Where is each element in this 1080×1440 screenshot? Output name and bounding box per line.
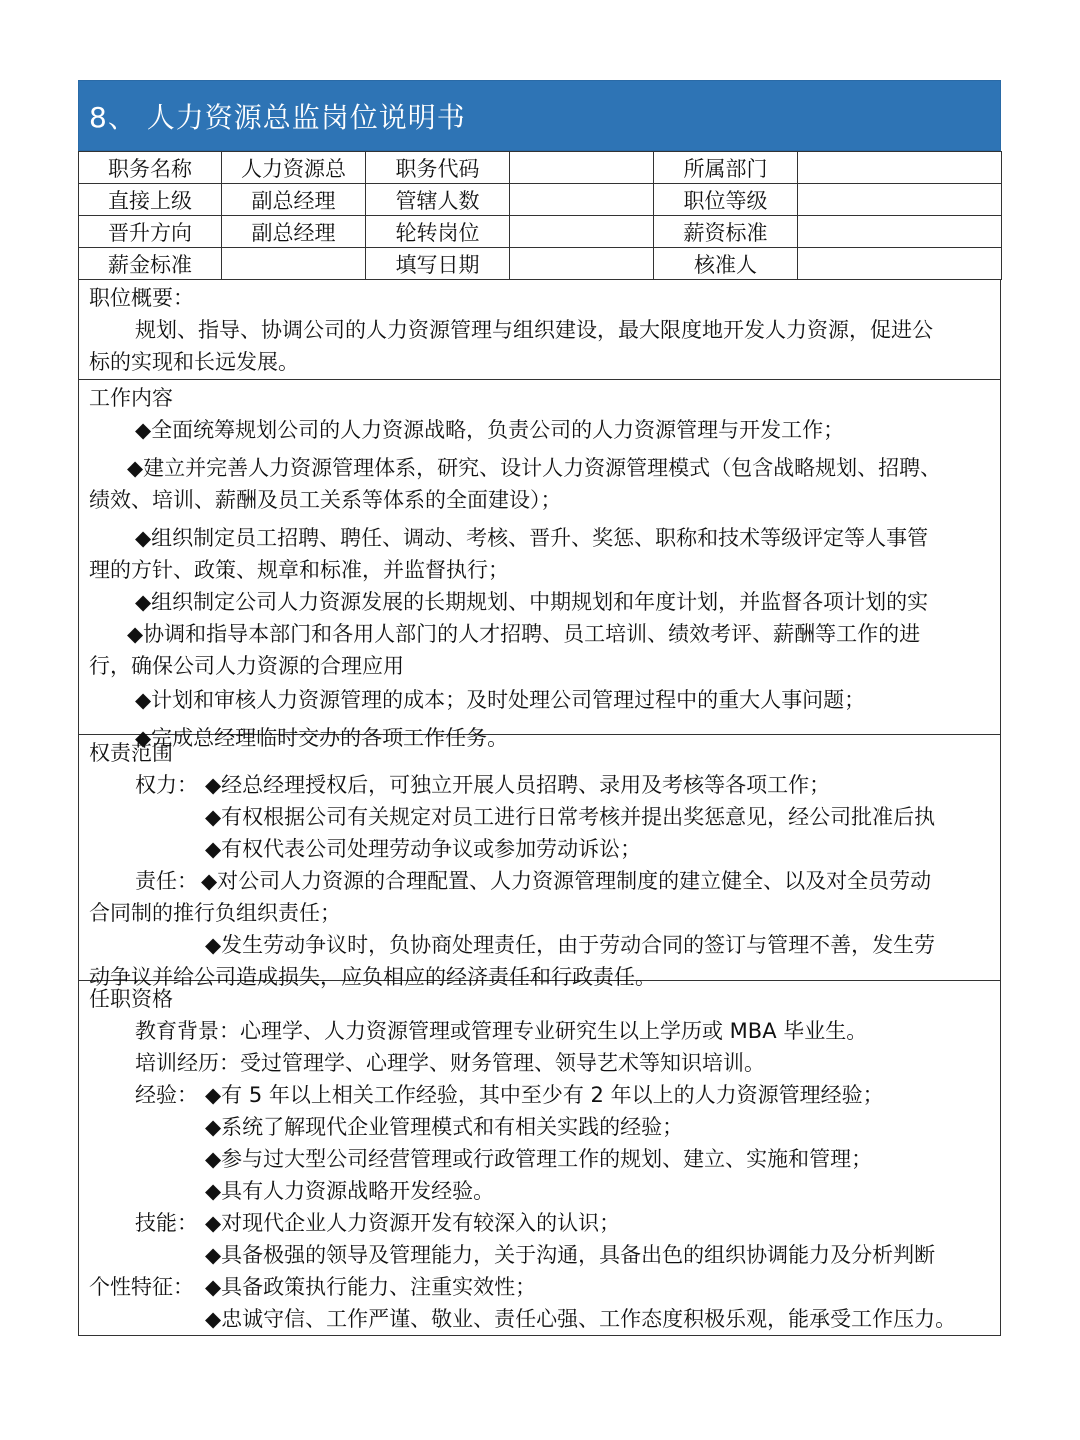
responsibility-row: [89, 865, 990, 897]
trait-item: ◆忠诚守信、工作严谨、敬业、责任心强、工作态度积极乐观，能承受工作压力。: [205, 1307, 957, 1331]
table-row: [79, 152, 1002, 184]
table-cell: 副总经理: [222, 216, 366, 248]
overview-section: [78, 280, 1001, 380]
experience-label: 经验：: [135, 1083, 198, 1107]
education-line: 教育背景：心理学、人力资源管理或管理专业研究生以上学历或 MBA 毕业生。: [135, 1019, 868, 1043]
table-cell: 轮转岗位: [366, 216, 510, 248]
experience-item: ◆系统了解现代企业管理模式和有相关实践的经验；: [205, 1115, 684, 1139]
table-cell: [510, 152, 654, 184]
responsibility-label: 责任：: [135, 869, 198, 893]
table-row: [79, 184, 1002, 216]
table-cell: 管辖人数: [366, 184, 510, 216]
table-cell: 职务代码: [366, 152, 510, 184]
table-cell: 填写日期: [366, 248, 510, 280]
overview-text-line: 规划、指导、协调公司的人力资源管理与组织建设，最大限度地开发人力资源，促进公: [135, 318, 933, 342]
experience-item: ◆具有人力资源战略开发经验。: [205, 1179, 495, 1203]
skill-item: ◆具备极强的领导及管理能力，关于沟通，具备出色的组织协调能力及分析判断: [205, 1243, 936, 1267]
responsibility-item-continued: 动争议并给公司造成损失，应负相应的经济责任和行政责任。: [89, 965, 656, 989]
trait-item: ◆具备政策执行能力、注重实效性；: [205, 1275, 537, 1299]
table-cell: 核准人: [654, 248, 798, 280]
table-cell: 副总经理: [222, 184, 366, 216]
skill-label: 技能：: [135, 1211, 198, 1235]
work-item-continued: 理的方针、政策、规章和标准，并监督执行；: [89, 558, 509, 582]
experience-item: ◆参与过大型公司经营管理或行政管理工作的规划、建立、实施和管理；: [205, 1147, 873, 1171]
job-description-sheet: [78, 80, 1001, 1336]
table-cell: 所属部门: [654, 152, 798, 184]
title-bar: [78, 80, 1001, 151]
info-table: [78, 151, 1002, 280]
overview-heading: 职位概要：: [89, 286, 194, 310]
work-item: ◆计划和审核人力资源管理的成本；及时处理公司管理过程中的重大人事问题；: [135, 688, 866, 712]
work-heading: 工作内容: [89, 386, 173, 410]
page-title: 8、 人力资源总监岗位说明书: [89, 100, 466, 134]
power-item: ◆经总经理授权后，可独立开展人员招聘、录用及考核等各项工作；: [205, 773, 831, 797]
experience-item: ◆有 5 年以上相关工作经验，其中至少有 2 年以上的人力资源管理经验；: [205, 1083, 884, 1107]
authority-section: [78, 735, 1001, 989]
table-cell: 薪资标准: [654, 216, 798, 248]
qualification-heading: 任职资格: [89, 987, 173, 1011]
overview-text-line: 标的实现和长远发展。: [89, 350, 299, 374]
training-line: 培训经历：受过管理学、心理学、财务管理、领导艺术等知识培训。: [135, 1051, 765, 1075]
work-item-continued: 行，确保公司人力资源的合理应用: [89, 654, 404, 678]
skill-item: ◆对现代企业人力资源开发有较深入的认识；: [205, 1211, 621, 1235]
work-item: ◆完成总经理临时交办的各项工作任务。: [135, 726, 509, 750]
work-item-continued: 绩效、培训、薪酬及员工关系等体系的全面建设）；: [89, 488, 562, 512]
table-cell: 职务名称: [79, 152, 222, 184]
table-row: [79, 248, 1002, 280]
authority-heading: 权责范围: [89, 741, 173, 765]
power-row: [89, 769, 990, 801]
work-item: ◆组织制定员工招聘、聘任、调动、考核、晋升、奖惩、职称和技术等级评定等人事管: [135, 526, 929, 550]
table-cell: 人力资源总: [222, 152, 366, 184]
work-item: ◆协调和指导本部门和各用人部门的人才招聘、员工培训、绩效考评、薪酬等工作的进: [127, 622, 921, 646]
work-item: ◆建立并完善人力资源管理体系，研究、设计人力资源管理模式（包含战略规划、招聘、: [127, 456, 942, 480]
table-cell: [798, 216, 1002, 248]
responsibility-item-continued: 合同制的推行负组织责任；: [89, 901, 341, 925]
qualification-section: [78, 981, 1001, 1336]
skill-row: [89, 1207, 990, 1239]
trait-label: 个性特征：: [89, 1275, 194, 1299]
table-cell: 薪金标准: [79, 248, 222, 280]
table-cell: [798, 152, 1002, 184]
table-row: [79, 216, 1002, 248]
table-cell: 职位等级: [654, 184, 798, 216]
trait-row: [89, 1271, 990, 1303]
power-item: ◆有权代表公司处理劳动争议或参加劳动诉讼；: [205, 837, 642, 861]
table-cell: [798, 248, 1002, 280]
table-cell: [510, 184, 654, 216]
work-item: ◆组织制定公司人力资源发展的长期规划、中期规划和年度计划，并监督各项计划的实: [135, 590, 929, 614]
experience-row: [89, 1079, 990, 1111]
table-cell: 直接上级: [79, 184, 222, 216]
table-cell: [510, 216, 654, 248]
responsibility-item: ◆发生劳动争议时，负协商处理责任，由于劳动合同的签订与管理不善，发生劳: [205, 933, 936, 957]
work-item: ◆全面统筹规划公司的人力资源战略，负责公司的人力资源管理与开发工作；: [135, 418, 845, 442]
table-cell: [798, 184, 1002, 216]
table-cell: [510, 248, 654, 280]
table-cell: 晋升方向: [79, 216, 222, 248]
work-section: [78, 380, 1001, 750]
responsibility-item: ◆对公司人力资源的合理配置、人力资源管理制度的建立健全、以及对全员劳动: [201, 869, 932, 893]
power-item: ◆有权根据公司有关规定对员工进行日常考核并提出奖惩意见，经公司批准后执: [205, 805, 936, 829]
table-cell: [222, 248, 366, 280]
power-label: 权力：: [135, 773, 198, 797]
